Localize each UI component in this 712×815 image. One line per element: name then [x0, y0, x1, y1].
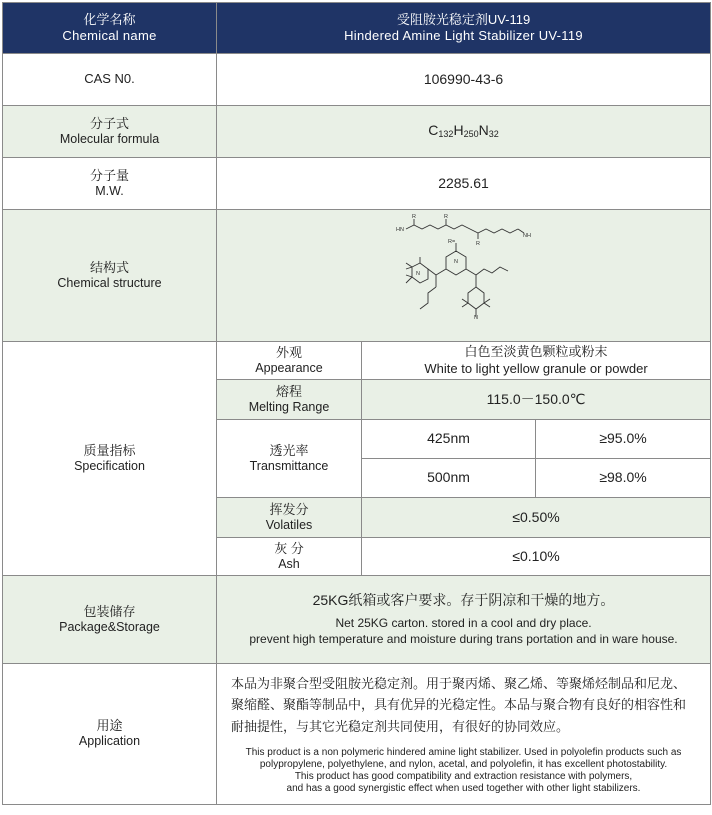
spec-label-cn: 质量指标: [83, 442, 136, 458]
formula-label-en: Molecular formula: [59, 131, 160, 146]
transmittance-wavelength-2: 500nm: [362, 459, 536, 498]
header-title: [217, 3, 711, 54]
transmittance-label-cn: 透光率: [269, 442, 309, 458]
appearance-value-en: White to light yellow granule or powder: [424, 360, 648, 376]
header-title-cn: 受阻胺光稳定剂UV-119: [396, 11, 531, 27]
atom-r-eq: R=: [447, 238, 455, 245]
atom-n-left: N: [415, 270, 420, 277]
ash-label-cn: 灰 分: [274, 540, 304, 556]
atom-r-2: R: [443, 213, 448, 220]
ash-value: ≤0.10%: [362, 538, 711, 576]
mw-label-en: M.W.: [95, 183, 124, 198]
application-label-cn: 用途: [96, 718, 123, 734]
application-label-en: Application: [78, 734, 141, 749]
transmittance-value-1: ≥95.0%: [536, 420, 711, 459]
atom-r-3: R: [475, 240, 480, 247]
package-value-cn: 25KG纸箱或客户要求。存于阴凉和干燥的地方。: [312, 591, 615, 608]
header-label-en: Chemical name: [62, 28, 157, 43]
formula-c-count: 132: [438, 129, 454, 140]
melting-label: [217, 380, 362, 420]
melting-label-en: Melting Range: [248, 399, 330, 414]
spec-table: [2, 2, 711, 805]
package-row: [3, 576, 711, 664]
package-label-cn: 包装储存: [83, 603, 136, 619]
atom-nh: NH: [522, 232, 531, 239]
mw-label-cn: 分子量: [89, 167, 129, 183]
melting-label-cn: 熔程: [275, 383, 302, 399]
appearance-value: [362, 342, 711, 380]
volatiles-label: [217, 498, 362, 538]
package-value-en-1: Net 25KG carton. stored in a cool and dry place.: [335, 616, 592, 631]
application-value-en-3: and has a good synergistic effect when used together with other light stabilizers.: [286, 783, 641, 795]
header-row: [3, 3, 711, 54]
formula-h: H: [453, 122, 464, 139]
transmittance-label-en: Transmittance: [249, 458, 329, 473]
application-label: [3, 664, 217, 805]
formula-label: [3, 106, 217, 158]
cas-row: [3, 54, 711, 106]
formula-h-count: 250: [463, 129, 479, 140]
atom-n-ring: N: [453, 258, 458, 265]
melting-value: 115.0－150.0℃: [362, 380, 711, 420]
volatiles-label-cn: 挥发分: [269, 501, 309, 517]
package-label: [3, 576, 217, 664]
package-value-en-2: prevent high temperature and moisture during trans portation and in ware house.: [249, 632, 678, 647]
application-value-en-2: This product has good compatibility and extraction resistance with polymers,: [294, 771, 633, 783]
atom-r-1: R: [411, 213, 416, 220]
cas-value: 106990-43-6: [217, 54, 711, 106]
appearance-value-cn: 白色至淡黄色颗粒或粉末: [464, 344, 608, 360]
formula-row: [3, 106, 711, 158]
mw-label: [3, 158, 217, 210]
atom-n-right: N: [473, 314, 478, 321]
appearance-label: [217, 342, 362, 380]
spec-label: [3, 342, 217, 576]
application-value-cn: 本品为非聚合型受阻胺光稳定剂。用于聚丙烯、聚乙烯、等聚烯烃制品和尼龙、聚缩醛、聚酯等制品中，具有优异的光稳定性。本品与聚合物有良好的相容性和耐抽提性，与其它光稳定剂共同使用，有很好的协同效应。: [231, 675, 687, 734]
formula-c: C: [428, 122, 439, 139]
ash-label-en: Ash: [278, 556, 300, 571]
spec-label-en: Specification: [74, 458, 145, 473]
application-row: [3, 664, 711, 805]
mw-value: 2285.61: [217, 158, 711, 210]
header-label: [3, 3, 217, 54]
mw-row: [3, 158, 711, 210]
structure-label-en: Chemical structure: [57, 275, 162, 290]
ash-label: [217, 538, 362, 576]
volatiles-label-en: Volatiles: [265, 517, 313, 532]
formula-label-cn: 分子式: [89, 115, 129, 131]
structure-cell: [217, 210, 711, 342]
cas-label: CAS N0.: [3, 54, 217, 106]
transmittance-label: [217, 420, 362, 498]
header-title-en: Hindered Amine Light Stabilizer UV-119: [344, 28, 583, 43]
transmittance-wavelength-1: 425nm: [362, 420, 536, 459]
product-datasheet: [2, 2, 710, 811]
appearance-label-cn: 外观: [275, 344, 302, 360]
structure-label: [3, 210, 217, 342]
transmittance-value-2: ≥98.0%: [536, 459, 711, 498]
package-value: [217, 576, 711, 664]
application-value-en-1: This product is a non polymeric hindered amine light stabilizer. Used in polyolefin products such as polypropylene, polyethylene, and nylon, acetal, and polyolefin, it has excellent photostability.: [245, 747, 682, 771]
appearance-row: [3, 342, 711, 380]
application-value: [217, 664, 711, 805]
atom-hn: HN: [395, 226, 404, 233]
application-value-en: [217, 747, 710, 795]
formula-value: [217, 106, 711, 158]
formula-n: N: [478, 122, 489, 139]
structure-label-cn: 结构式: [89, 259, 129, 275]
chemical-structure-diagram: [384, 213, 544, 339]
structure-row: [3, 210, 711, 342]
formula-n-count: 32: [488, 129, 499, 140]
volatiles-value: ≤0.50%: [362, 498, 711, 538]
header-label-cn: 化学名称: [83, 11, 136, 27]
appearance-label-en: Appearance: [255, 360, 323, 375]
package-label-en: Package&Storage: [59, 619, 160, 634]
